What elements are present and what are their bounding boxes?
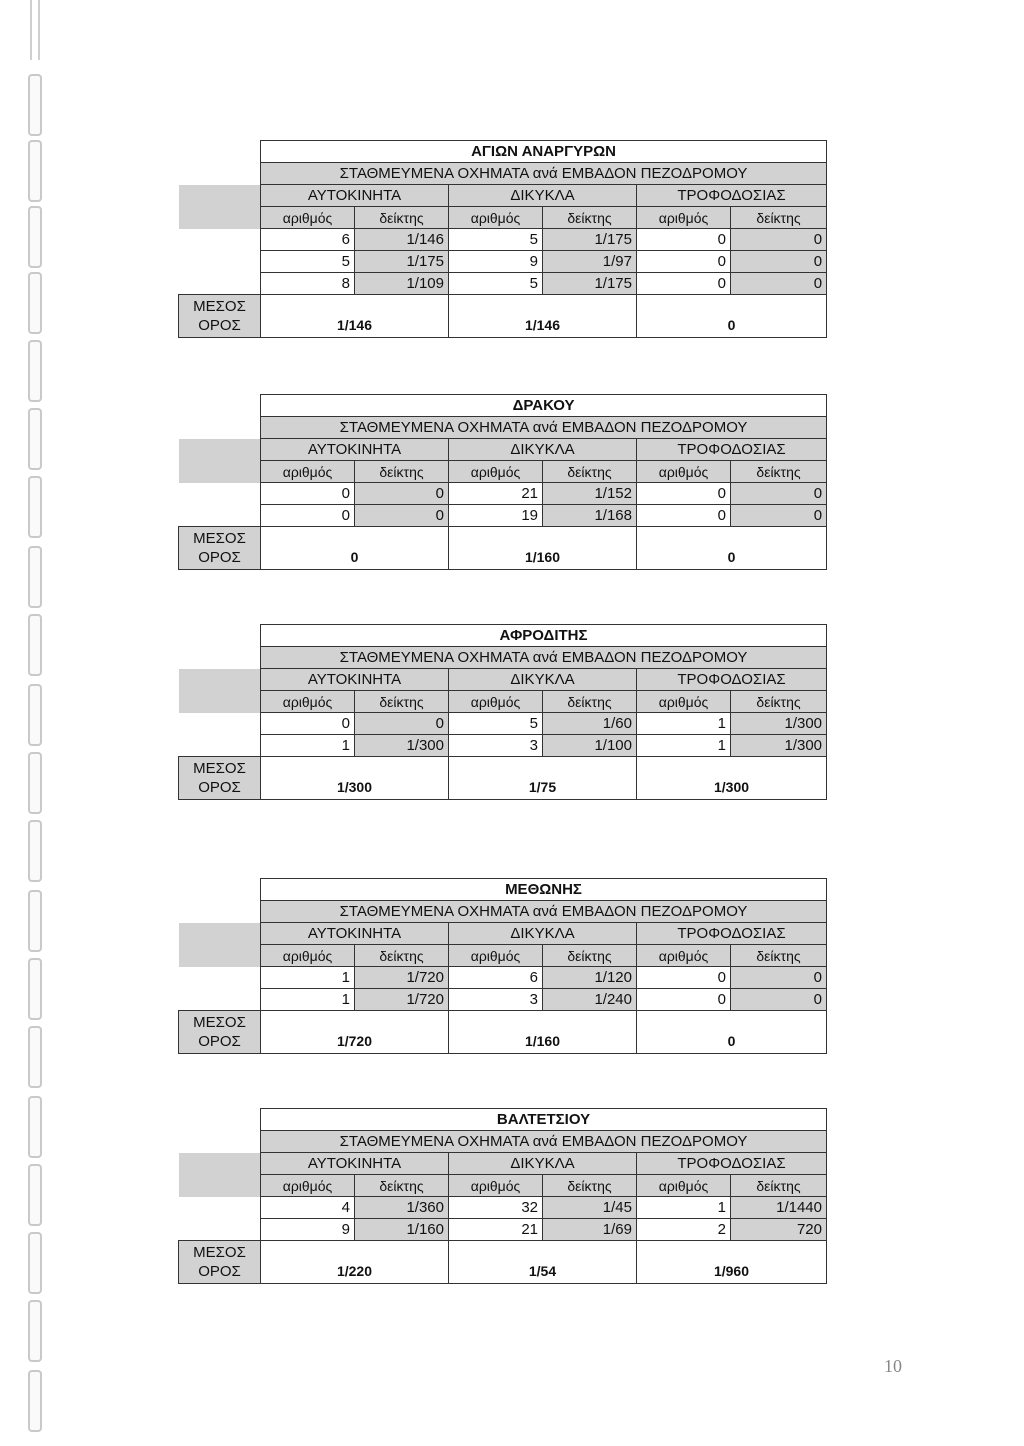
table-row	[179, 989, 827, 1011]
column-header: δείκτης	[543, 207, 637, 229]
average-value: 1/160	[449, 527, 637, 570]
district-title: ΔΡΑΚΟΥ	[261, 395, 827, 417]
binder-hole	[28, 340, 42, 402]
vehicle-category-header: ΑΥΤΟΚΙΝΗΤΑ	[261, 1153, 449, 1175]
side-spacer	[179, 1109, 261, 1131]
column-header: αριθμός	[637, 1175, 731, 1197]
side-spacer	[179, 945, 261, 967]
side-spacer	[179, 461, 261, 483]
district-title: ΑΓΙΩΝ ΑΝΑΡΓΥΡΩΝ	[261, 141, 827, 163]
count-cell: 1	[637, 713, 731, 735]
average-label-line-2: ΟΡΟΣ	[198, 779, 241, 796]
binder-hole	[28, 614, 42, 676]
table-subtitle: ΣΤΑΘΜΕΥΜΕΝΑ ΟΧΗΜΑΤΑ ανά ΕΜΒΑΔΟΝ ΠΕΖΟΔΡΟΜΟΥ	[261, 1131, 827, 1153]
table-subtitle: ΣΤΑΘΜΕΥΜΕΝΑ ΟΧΗΜΑΤΑ ανά ΕΜΒΑΔΟΝ ΠΕΖΟΔΡΟΜΟΥ	[261, 417, 827, 439]
side-spacer	[179, 163, 261, 185]
vehicle-category-header: ΔΙΚΥΚΛΑ	[449, 923, 637, 945]
average-value: 1/960	[637, 1241, 827, 1284]
index-cell: 1/69	[543, 1219, 637, 1241]
district-title: ΒΑΛΤΕΤΣΙΟΥ	[261, 1109, 827, 1131]
count-cell: 0	[637, 989, 731, 1011]
index-cell: 1/175	[543, 273, 637, 295]
side-spacer	[179, 691, 261, 713]
binder-hole	[28, 140, 42, 202]
district-table	[178, 394, 827, 570]
column-header: δείκτης	[355, 207, 449, 229]
district-table-block	[178, 878, 826, 1054]
column-header: δείκτης	[355, 945, 449, 967]
index-cell: 1/720	[355, 989, 449, 1011]
count-cell: 1	[261, 989, 355, 1011]
table-subtitle: ΣΤΑΘΜΕΥΜΕΝΑ ΟΧΗΜΑΤΑ ανά ΕΜΒΑΔΟΝ ΠΕΖΟΔΡΟΜΟΥ	[261, 647, 827, 669]
side-spacer	[179, 713, 261, 735]
vehicle-category-header: ΔΙΚΥΚΛΑ	[449, 439, 637, 461]
average-value: 0	[637, 295, 827, 338]
column-header: δείκτης	[543, 691, 637, 713]
average-label-line-1: ΜΕΣΟΣ	[193, 530, 246, 547]
average-label-line-1: ΜΕΣΟΣ	[193, 1014, 246, 1031]
column-header: αριθμός	[261, 461, 355, 483]
index-cell: 0	[731, 229, 827, 251]
binder-hole	[28, 1164, 42, 1226]
vehicle-category-header: ΑΥΤΟΚΙΝΗΤΑ	[261, 185, 449, 207]
binder-hole	[28, 408, 42, 470]
average-value: 1/146	[449, 295, 637, 338]
average-value: 1/146	[261, 295, 449, 338]
count-cell: 6	[449, 967, 543, 989]
column-header: αριθμός	[637, 461, 731, 483]
average-value: 1/220	[261, 1241, 449, 1284]
column-header: αριθμός	[637, 207, 731, 229]
index-cell: 0	[355, 713, 449, 735]
table-row	[179, 713, 827, 735]
index-cell: 1/146	[355, 229, 449, 251]
column-header: δείκτης	[731, 1175, 827, 1197]
column-header: δείκτης	[543, 461, 637, 483]
vehicle-category-header: ΤΡΟΦΟΔΟΣΙΑΣ	[637, 439, 827, 461]
binder-hole	[28, 74, 42, 136]
index-cell: 1/109	[355, 273, 449, 295]
index-cell: 1/120	[543, 967, 637, 989]
count-cell: 1	[261, 735, 355, 757]
column-header: αριθμός	[261, 945, 355, 967]
count-cell: 0	[637, 967, 731, 989]
count-cell: 4	[261, 1197, 355, 1219]
column-header: δείκτης	[355, 1175, 449, 1197]
column-header: αριθμός	[449, 945, 543, 967]
vehicle-category-header: ΑΥΤΟΚΙΝΗΤΑ	[261, 439, 449, 461]
column-header: αριθμός	[261, 1175, 355, 1197]
table-row	[179, 229, 827, 251]
column-header: αριθμός	[637, 945, 731, 967]
side-spacer	[179, 1153, 261, 1175]
count-cell: 1	[637, 1197, 731, 1219]
binder-hole	[28, 546, 42, 608]
index-cell: 1/300	[355, 735, 449, 757]
side-spacer	[179, 207, 261, 229]
average-label-line-2: ΟΡΟΣ	[198, 1263, 241, 1280]
district-table-block	[178, 1108, 826, 1284]
count-cell: 1	[261, 967, 355, 989]
side-spacer	[179, 395, 261, 417]
count-cell: 6	[261, 229, 355, 251]
table-subtitle: ΣΤΑΘΜΕΥΜΕΝΑ ΟΧΗΜΑΤΑ ανά ΕΜΒΑΔΟΝ ΠΕΖΟΔΡΟΜΟΥ	[261, 901, 827, 923]
side-spacer	[179, 251, 261, 273]
count-cell: 21	[449, 483, 543, 505]
count-cell: 1	[637, 735, 731, 757]
district-title: ΜΕΘΩΝΗΣ	[261, 879, 827, 901]
side-spacer	[179, 735, 261, 757]
average-value: 1/75	[449, 757, 637, 800]
column-header: αριθμός	[449, 1175, 543, 1197]
binder-hole	[28, 820, 42, 882]
average-value: 1/300	[637, 757, 827, 800]
index-cell: 1/152	[543, 483, 637, 505]
column-header: δείκτης	[355, 461, 449, 483]
average-value: 1/160	[449, 1011, 637, 1054]
average-label	[179, 1011, 261, 1054]
side-spacer	[179, 229, 261, 251]
average-label	[179, 757, 261, 800]
vehicle-category-header: ΑΥΤΟΚΙΝΗΤΑ	[261, 669, 449, 691]
index-cell: 0	[731, 505, 827, 527]
index-cell: 0	[731, 967, 827, 989]
side-spacer	[179, 1197, 261, 1219]
side-spacer	[179, 967, 261, 989]
average-value: 0	[261, 527, 449, 570]
binder-hole	[28, 206, 42, 268]
count-cell: 5	[261, 251, 355, 273]
district-table-block	[178, 394, 826, 570]
average-value: 1/54	[449, 1241, 637, 1284]
count-cell: 0	[637, 273, 731, 295]
index-cell: 1/45	[543, 1197, 637, 1219]
index-cell: 0	[731, 483, 827, 505]
column-header: αριθμός	[449, 461, 543, 483]
district-table	[178, 140, 827, 338]
district-table-block	[178, 624, 826, 800]
side-spacer	[179, 1131, 261, 1153]
count-cell: 21	[449, 1219, 543, 1241]
index-cell: 1/300	[731, 713, 827, 735]
column-header: δείκτης	[731, 461, 827, 483]
count-cell: 8	[261, 273, 355, 295]
table-row	[179, 1197, 827, 1219]
count-cell: 0	[637, 229, 731, 251]
table-subtitle: ΣΤΑΘΜΕΥΜΕΝΑ ΟΧΗΜΑΤΑ ανά ΕΜΒΑΔΟΝ ΠΕΖΟΔΡΟΜΟΥ	[261, 163, 827, 185]
table-row	[179, 1219, 827, 1241]
index-cell: 0	[731, 251, 827, 273]
count-cell: 0	[261, 505, 355, 527]
table-row	[179, 273, 827, 295]
table-row	[179, 251, 827, 273]
column-header: αριθμός	[449, 207, 543, 229]
count-cell: 9	[449, 251, 543, 273]
table-row	[179, 505, 827, 527]
binder-hole	[28, 684, 42, 746]
index-cell: 1/175	[355, 251, 449, 273]
average-value: 0	[637, 527, 827, 570]
side-spacer	[179, 417, 261, 439]
binder-hole	[28, 1026, 42, 1088]
average-label-line-1: ΜΕΣΟΣ	[193, 298, 246, 315]
index-cell: 1/175	[543, 229, 637, 251]
district-table-block	[178, 140, 826, 338]
count-cell: 19	[449, 505, 543, 527]
side-spacer	[179, 879, 261, 901]
average-label-line-2: ΟΡΟΣ	[198, 1033, 241, 1050]
count-cell: 2	[637, 1219, 731, 1241]
side-spacer	[179, 185, 261, 207]
column-header: δείκτης	[355, 691, 449, 713]
average-label	[179, 527, 261, 570]
count-cell: 5	[449, 273, 543, 295]
count-cell: 0	[261, 483, 355, 505]
count-cell: 0	[261, 713, 355, 735]
binder-hole	[28, 1370, 42, 1432]
average-label-line-2: ΟΡΟΣ	[198, 549, 241, 566]
column-header: δείκτης	[731, 691, 827, 713]
side-spacer	[179, 989, 261, 1011]
index-cell: 1/1440	[731, 1197, 827, 1219]
vehicle-category-header: ΑΥΤΟΚΙΝΗΤΑ	[261, 923, 449, 945]
table-row	[179, 483, 827, 505]
district-table	[178, 1108, 827, 1284]
average-value: 1/300	[261, 757, 449, 800]
index-cell: 1/168	[543, 505, 637, 527]
average-label	[179, 1241, 261, 1284]
binder-hole	[28, 476, 42, 538]
vehicle-category-header: ΤΡΟΦΟΔΟΣΙΑΣ	[637, 923, 827, 945]
index-cell: 1/300	[731, 735, 827, 757]
average-value: 0	[637, 1011, 827, 1054]
district-table	[178, 624, 827, 800]
side-spacer	[179, 923, 261, 945]
average-value: 1/720	[261, 1011, 449, 1054]
index-cell: 0	[355, 505, 449, 527]
district-title: ΑΦΡΟΔΙΤΗΣ	[261, 625, 827, 647]
vehicle-category-header: ΤΡΟΦΟΔΟΣΙΑΣ	[637, 1153, 827, 1175]
side-spacer	[179, 273, 261, 295]
count-cell: 0	[637, 251, 731, 273]
index-cell: 1/240	[543, 989, 637, 1011]
vehicle-category-header: ΤΡΟΦΟΔΟΣΙΑΣ	[637, 669, 827, 691]
binder-hole	[28, 1300, 42, 1362]
column-header: αριθμός	[449, 691, 543, 713]
vehicle-category-header: ΔΙΚΥΚΛΑ	[449, 185, 637, 207]
index-cell: 0	[731, 273, 827, 295]
side-spacer	[179, 141, 261, 163]
count-cell: 3	[449, 735, 543, 757]
column-header: δείκτης	[543, 945, 637, 967]
index-cell: 0	[731, 989, 827, 1011]
binder-margin	[0, 0, 60, 1446]
average-label-line-2: ΟΡΟΣ	[198, 317, 241, 334]
side-spacer	[179, 483, 261, 505]
index-cell: 1/360	[355, 1197, 449, 1219]
page-number: 10	[884, 1356, 902, 1376]
index-cell: 0	[355, 483, 449, 505]
count-cell: 5	[449, 713, 543, 735]
index-cell: 720	[731, 1219, 827, 1241]
column-header: αριθμός	[261, 207, 355, 229]
index-cell: 1/720	[355, 967, 449, 989]
table-row	[179, 735, 827, 757]
column-header: δείκτης	[543, 1175, 637, 1197]
side-spacer	[179, 647, 261, 669]
count-cell: 5	[449, 229, 543, 251]
count-cell: 9	[261, 1219, 355, 1241]
binder-hole	[28, 890, 42, 952]
side-spacer	[179, 625, 261, 647]
vehicle-category-header: ΔΙΚΥΚΛΑ	[449, 669, 637, 691]
index-cell: 1/100	[543, 735, 637, 757]
binder-hole	[28, 752, 42, 814]
column-header: δείκτης	[731, 945, 827, 967]
column-header: δείκτης	[731, 207, 827, 229]
side-spacer	[179, 669, 261, 691]
column-header: αριθμός	[261, 691, 355, 713]
binder-hole	[28, 272, 42, 334]
vehicle-category-header: ΔΙΚΥΚΛΑ	[449, 1153, 637, 1175]
binder-hole	[28, 1232, 42, 1294]
count-cell: 32	[449, 1197, 543, 1219]
side-spacer	[179, 901, 261, 923]
binder-hole	[28, 1096, 42, 1158]
average-label-line-1: ΜΕΣΟΣ	[193, 760, 246, 777]
count-cell: 0	[637, 483, 731, 505]
side-spacer	[179, 505, 261, 527]
column-header: αριθμός	[637, 691, 731, 713]
index-cell: 1/97	[543, 251, 637, 273]
average-label-line-1: ΜΕΣΟΣ	[193, 1244, 246, 1261]
vehicle-category-header: ΤΡΟΦΟΔΟΣΙΑΣ	[637, 185, 827, 207]
district-table	[178, 878, 827, 1054]
index-cell: 1/160	[355, 1219, 449, 1241]
side-spacer	[179, 439, 261, 461]
average-label	[179, 295, 261, 338]
binder-hole	[28, 958, 42, 1020]
count-cell: 0	[637, 505, 731, 527]
index-cell: 1/60	[543, 713, 637, 735]
table-row	[179, 967, 827, 989]
side-spacer	[179, 1219, 261, 1241]
binder-stripe	[30, 0, 40, 60]
count-cell: 3	[449, 989, 543, 1011]
side-spacer	[179, 1175, 261, 1197]
